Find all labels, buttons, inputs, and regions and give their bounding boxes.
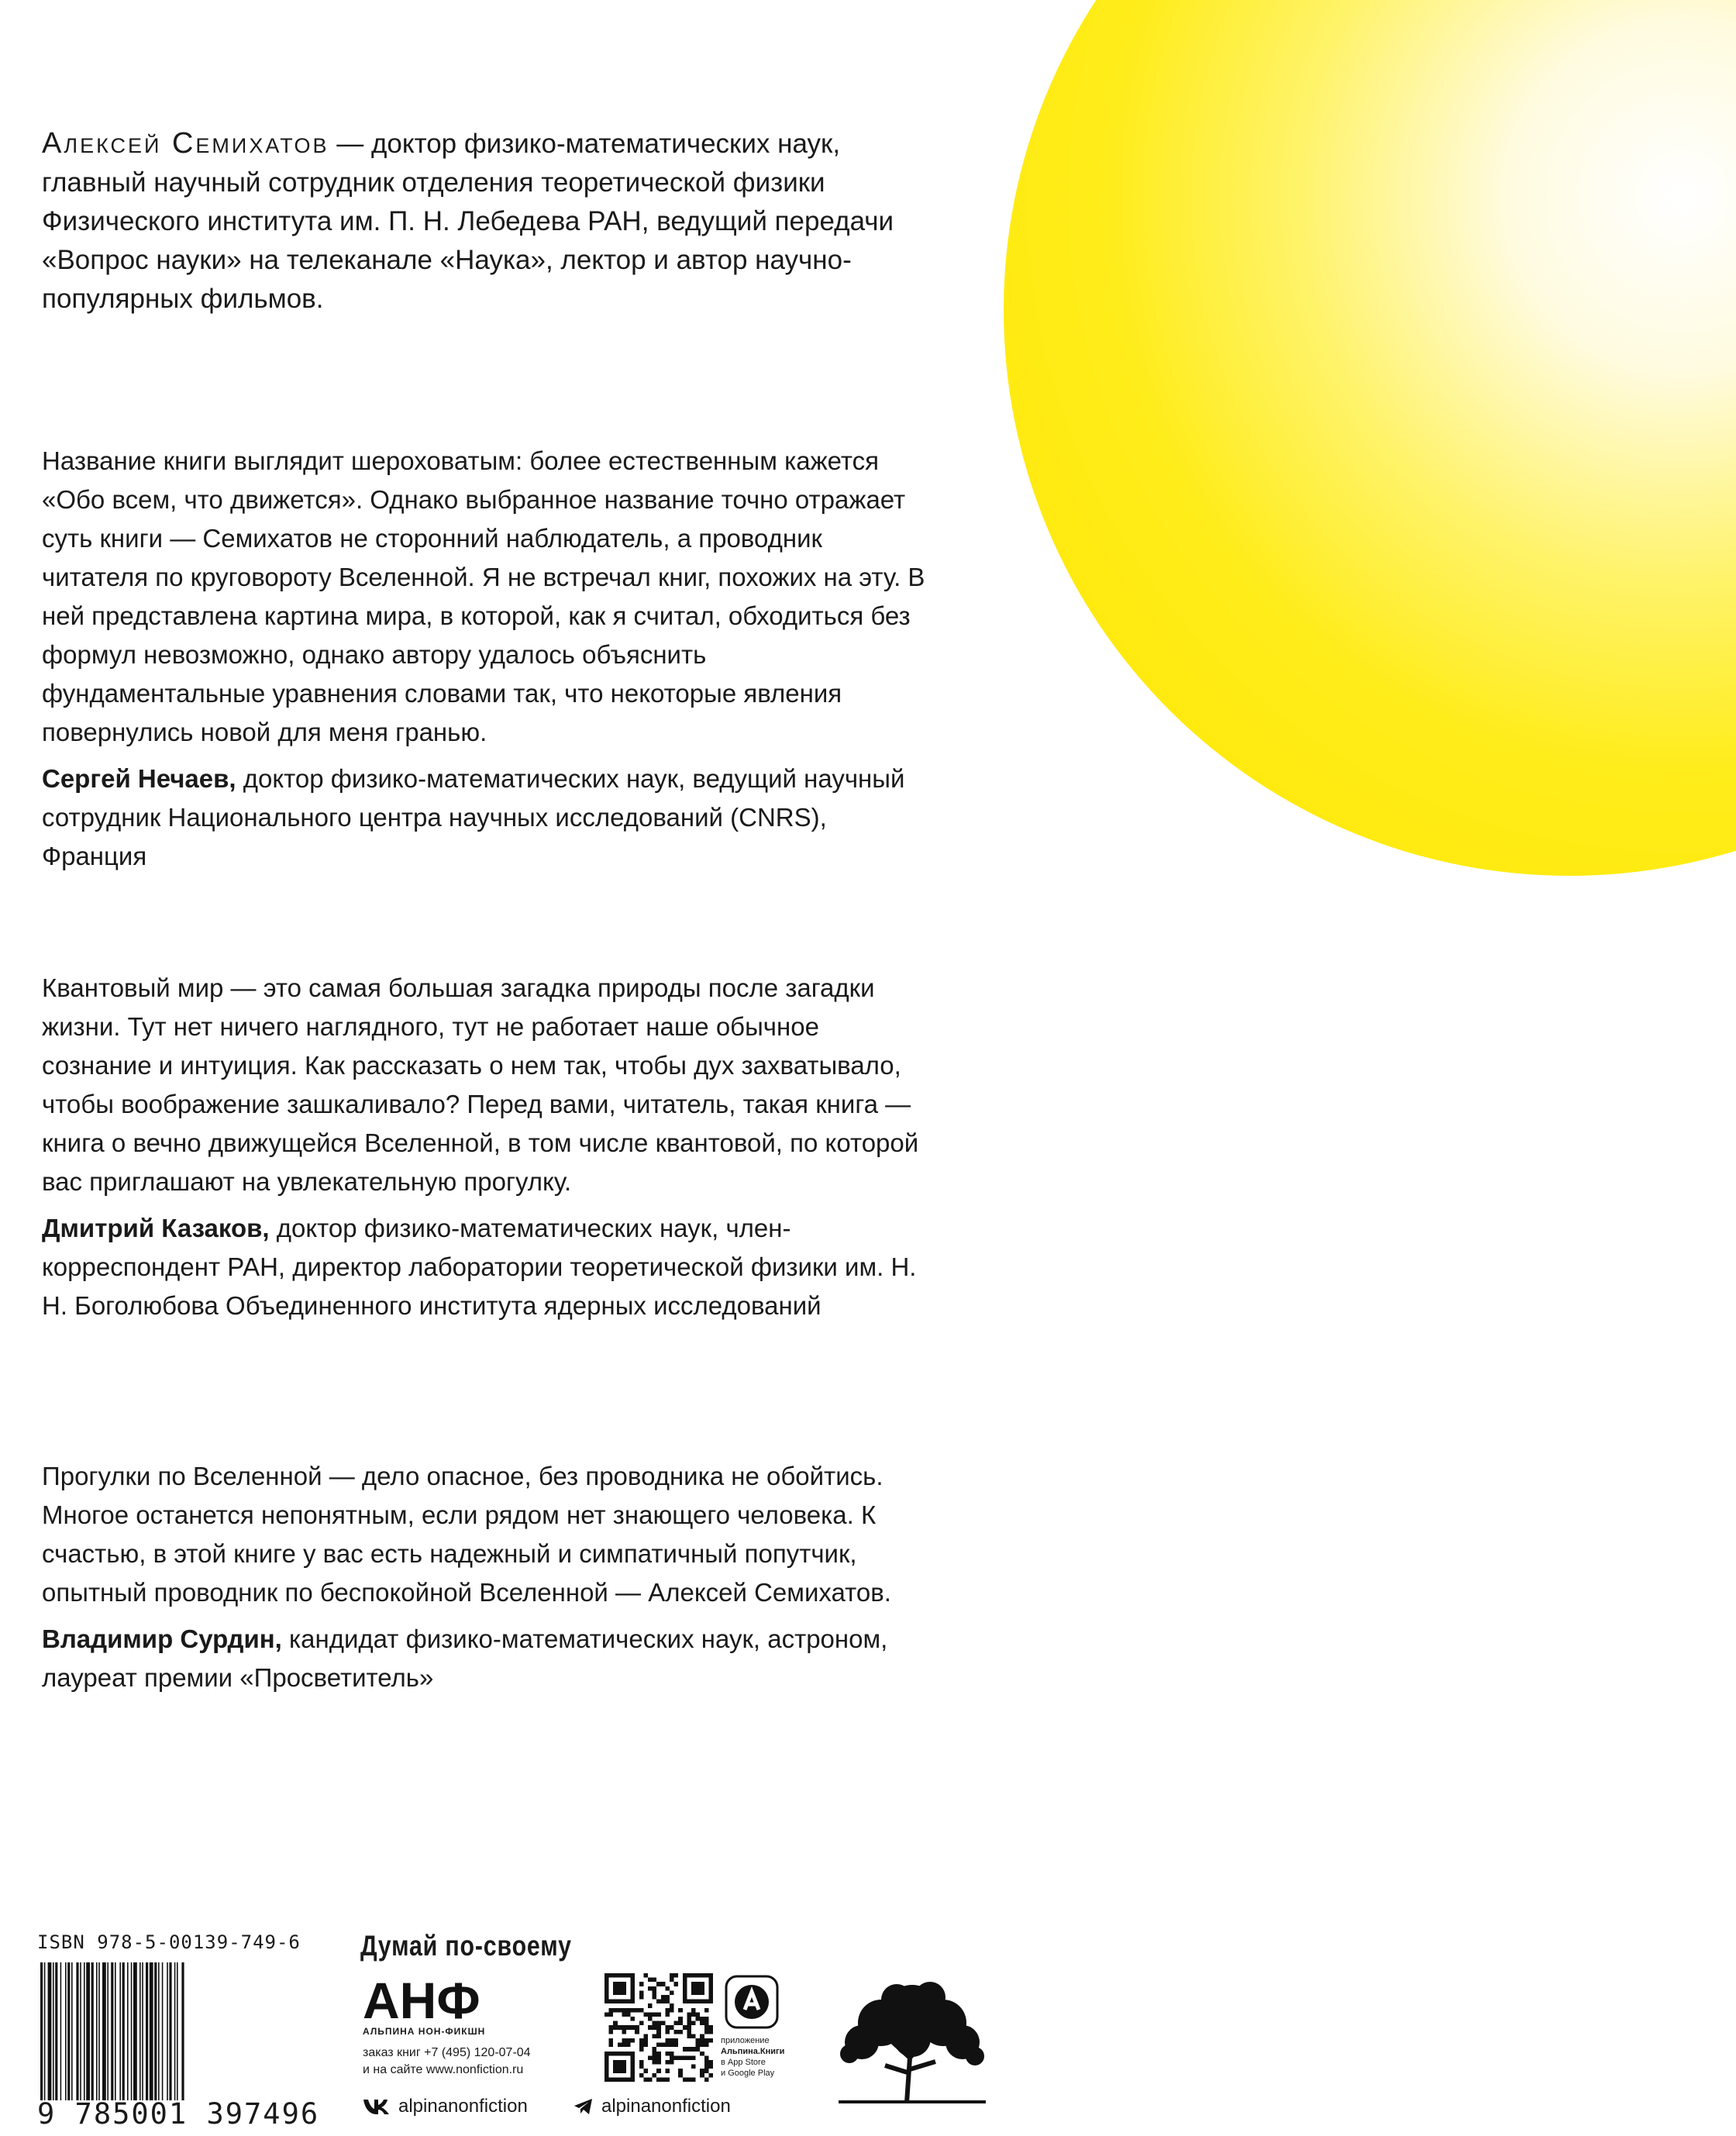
quote-text: Прогулки по Вселенной — дело опасное, без проводника не обойтись. Многое останется непонятным, если рядом нет знающего человека. К счастью, в этой книге у вас есть надежный и симпатичный попутчик, опытный проводник по беспокойной Вселенной — Алексей Семихатов. [42, 1462, 891, 1607]
barcode-block [37, 1931, 332, 2131]
author-bio [42, 124, 933, 319]
app-line: приложение [721, 2036, 770, 2045]
author-name: Алексей Семихатов [42, 127, 329, 160]
quote-attribution [42, 760, 933, 876]
barcode-icon [37, 1962, 328, 2100]
order-phone: заказ книг +7 (495) 120-07-04 [363, 2046, 531, 2059]
vk-link[interactable] [363, 2096, 528, 2117]
quote-attribution [42, 1209, 933, 1325]
yellow-sun-graphic [1004, 0, 1736, 876]
telegram-icon [574, 2098, 594, 2115]
quote-author: Дмитрий Казаков, [42, 1214, 270, 1242]
telegram-link[interactable] [574, 2096, 731, 2117]
telegram-handle: alpinanonfiction [601, 2096, 731, 2117]
quote-credentials: кандидат физико-математических наук, астроном, лауреат премии «Просветитель» [42, 1624, 888, 1692]
app-name: Альпина.Книги [721, 2047, 785, 2056]
publisher-name: АЛЬПИНА НОН-ФИКШН [363, 2026, 486, 2037]
barcode-digits: 9 785001 397496 [37, 2097, 320, 2131]
qr-code-icon[interactable] [604, 1973, 713, 2082]
blurb-quote-3 [42, 1457, 933, 1697]
logo-text: АНФ [363, 1975, 480, 2023]
quote-author: Сергей Нечаев, [42, 764, 236, 793]
app-store-text [721, 2035, 784, 2079]
anf-logo-icon [363, 1975, 501, 2023]
quote-text: Название книги выглядит шероховатым: более естественным кажется «Обо всем, что движется». Однако выбранное название точно отражает суть книги — Семихатов не сторонний наблюдатель, а проводник читателя по круговороту Вселенной. Я не встречал книг, похожих на эту. В ней представлена картина мира, в которой, как я считал, обходиться без формул невозможно, однако автору удалось объяснить фундаментальные уравнения словами так, что некоторые явления повернулись новой для меня гранью. [42, 446, 925, 746]
isbn-text: ISBN 978-5-00139-749-6 [37, 1931, 301, 1953]
quote-author: Владимир Сурдин, [42, 1624, 282, 1653]
app-logo-icon [725, 1975, 779, 2029]
quote-attribution [42, 1620, 933, 1697]
quote-credentials: доктор физико-математических наук, член-корреспондент РАН, директор лаборатории теоретической физики им. Н. Н. Боголюбова Объединенного института ядерных исследований [42, 1214, 917, 1320]
quote-credentials: доктор физико-математических наук, ведущий научный сотрудник Национального центра научных исследований (CNRS), Франция [42, 764, 905, 870]
app-line: и Google Play [721, 2069, 775, 2078]
order-website: и на сайте www.nonfiction.ru [363, 2063, 524, 2076]
tree-logo-icon [839, 1980, 986, 2104]
publisher-slogan: Думай по-своему [360, 1930, 572, 1962]
quote-text: Квантовый мир — это самая большая загадка природы после загадки жизни. Тут нет ничего наглядного, тут не работает наше обычное сознание и интуиция. Как рассказать о нем так, чтобы дух захватывало, чтобы воображение зашкаливало? Перед вами, читатель, такая книга — книга о вечно движущейся Вселенной, в том числе квантовой, по которой вас приглашают на увлекательную прогулку. [42, 973, 919, 1196]
vk-handle: alpinanonfiction [398, 2096, 528, 2117]
blurb-quote-1 [42, 442, 933, 876]
app-line [721, 2046, 784, 2057]
vk-icon [363, 2098, 391, 2115]
author-bio-text: — доктор физико-математических наук, главный научный сотрудник отделения теоретической физики Физического института им. П. Н. Лебедева РАН, ведущий передачи «Вопрос науки» на телеканале «Наука», лектор и автор научно-популярных фильмов. [42, 129, 894, 314]
blurb-quote-2 [42, 969, 933, 1325]
app-line: в App Store [721, 2058, 766, 2067]
